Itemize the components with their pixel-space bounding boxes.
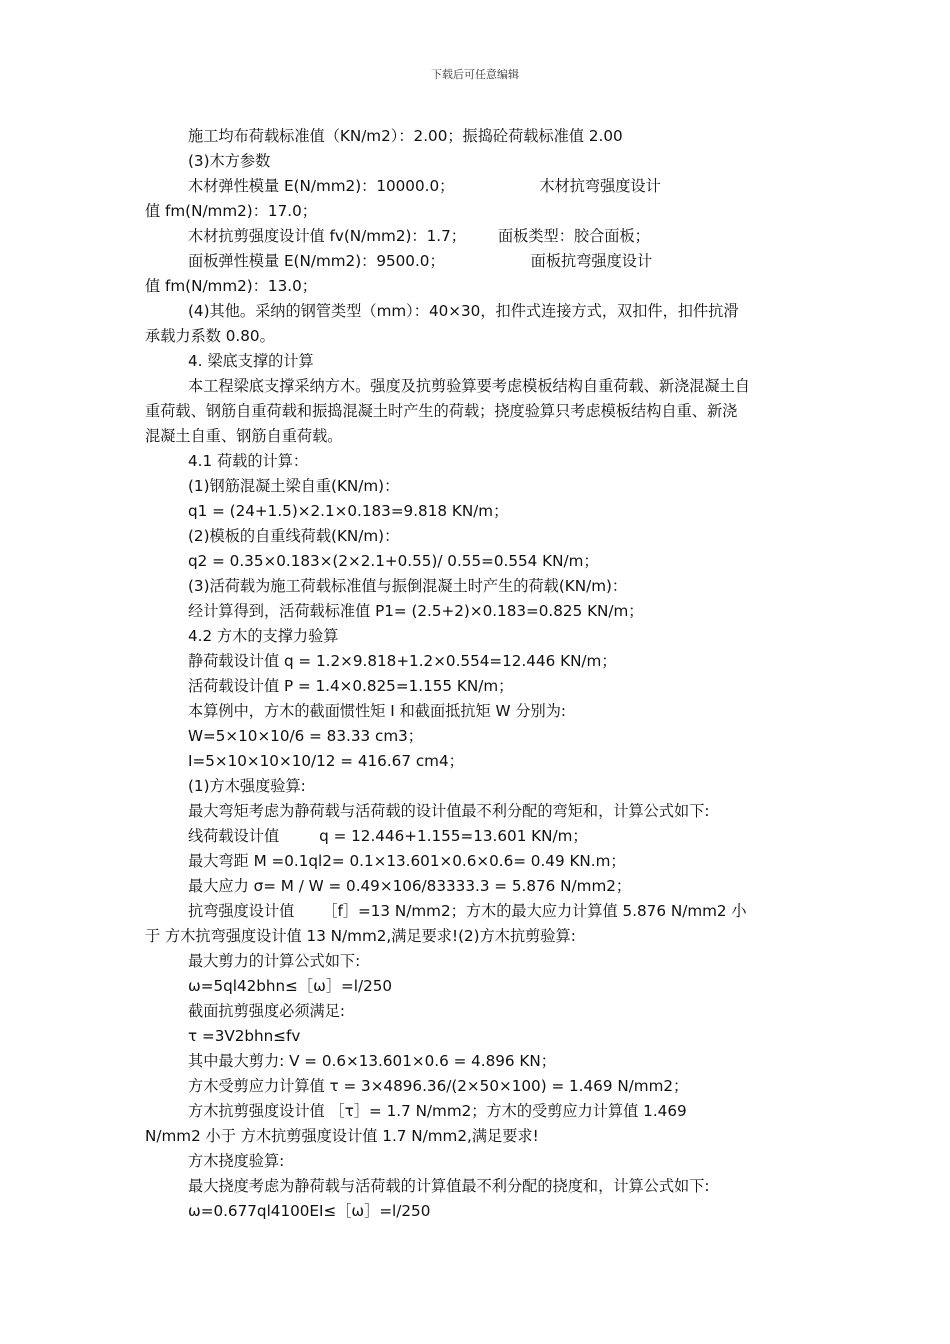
text-segment: (4)其他。采纳的钢管类型（mm）：40×30，扣件式连接方式，双扣件，扣件抗滑 [188,302,739,320]
text-line [145,424,810,449]
text-line [145,1099,810,1124]
text-segment: N/mm2 小于 方木抗剪强度设计值 1.7 N/mm2,满足要求! [145,1127,539,1145]
text-segment: 最大应力 σ= M / W = 0.49×106/83333.3 = 5.876 N/mm2； [188,877,632,895]
text-line [145,574,810,599]
text-line [145,724,810,749]
text-segment: 木材抗弯强度设计 [539,177,661,195]
text-segment: 木材抗剪强度设计值 fv(N/mm2)：1.7； [188,227,466,245]
text-line [145,924,810,949]
text-line [145,774,810,799]
text-segment: 经计算得到，活荷载标准值 P1= (2.5+2)×0.183=0.825 KN/m； [188,602,644,620]
text-segment: 抗弯强度设计值 [188,902,295,920]
text-segment: 面板抗弯强度设计 [530,252,653,270]
text-segment: 本算例中，方木的截面惯性矩 I 和截面抵抗矩 W 分别为: [188,702,567,720]
text-line [145,299,810,324]
text-segment: 截面抗剪强度必须满足: [188,1002,345,1020]
text-segment: 承载力系数 0.80。 [145,327,275,345]
text-segment: 最大剪力的计算公式如下: [188,952,361,970]
text-line [145,974,810,999]
text-line [145,399,810,424]
text-segment: (2)模板的自重线荷载(KN/m)： [188,527,400,545]
text-line [145,549,810,574]
text-line [145,624,810,649]
text-line [145,1049,810,1074]
text-segment: 重荷载、钢筋自重荷载和振捣混凝土时产生的荷载；挠度验算只考虑模板结构自重、新浇 [145,402,738,420]
text-line [145,249,810,274]
text-segment: 线荷载设计值 [188,827,280,845]
text-line [145,449,810,474]
text-segment: (1)方木强度验算: [188,777,306,795]
text-line [145,899,810,924]
text-line [145,1149,810,1174]
text-segment: ω=5ql42bhn≤［ω］=l/250 [188,977,393,995]
text-line [145,499,810,524]
text-line [145,749,810,774]
text-line [145,824,810,849]
text-segment: 最大弯距 M =0.1ql2= 0.1×13.601×0.6×0.6= 0.49 KN.m； [188,852,626,870]
text-segment: ω=0.677ql4100EI≤［ω］=l/250 [188,1202,431,1220]
text-line [145,674,810,699]
text-segment: q = 12.446+1.155=13.601 KN/m； [319,827,588,845]
text-segment: 最大弯矩考虑为静荷载与活荷载的设计值最不利分配的弯矩和，计算公式如下: [188,802,710,820]
text-segment: 值 fm(N/mm2)：13.0； [145,277,317,295]
text-segment: (3)木方参数 [188,152,271,170]
text-segment: 于 方木抗弯强度设计值 13 N/mm2,满足要求!(2)方木抗剪验算: [145,927,576,945]
text-segment: 方木抗剪强度设计值 ［τ］= 1.7 N/mm2；方木的受剪应力计算值 1.469 [188,1102,687,1120]
text-segment: 静荷载设计值 q = 1.2×9.818+1.2×0.554=12.446 KN/m； [188,652,617,670]
text-line [145,949,810,974]
text-segment: (3)活荷载为施工荷载标准值与振倒混凝土时产生的荷载(KN/m)： [188,577,628,595]
text-line [145,124,810,149]
text-line [145,324,810,349]
text-line [145,1024,810,1049]
text-line [145,174,810,199]
text-line [145,799,810,824]
text-segment: 木材弹性模量 E(N/mm2)：10000.0； [188,177,455,195]
text-segment: I=5×10×10×10/12 = 416.67 cm4； [188,752,464,770]
text-segment: 其中最大剪力: V = 0.6×13.601×0.6 = 4.896 KN； [188,1052,556,1070]
text-segment: 施工均布荷载标准值（KN/m2）：2.00；振捣砼荷载标准值 2.00 [188,127,623,145]
text-line [145,224,810,249]
text-line [145,849,810,874]
document-body [145,124,810,1224]
text-line [145,999,810,1024]
text-line [145,349,810,374]
text-segment: 面板弹性模量 E(N/mm2)：9500.0； [188,252,445,270]
text-segment: 方木挠度验算: [188,1152,285,1170]
text-line [145,599,810,624]
text-line [145,649,810,674]
text-line [145,1199,810,1224]
text-segment: 最大挠度考虑为静荷载与活荷载的计算值最不利分配的挠度和，计算公式如下: [188,1177,710,1195]
page-header: 下载后可任意编辑 [431,68,519,81]
text-line [145,874,810,899]
text-line [145,199,810,224]
text-segment: 混凝土自重、钢筋自重荷载。 [145,427,343,445]
text-segment: 活荷载设计值 P = 1.4×0.825=1.155 KN/m； [188,677,514,695]
text-segment: (1)钢筋混凝土梁自重(KN/m)： [188,477,400,495]
text-segment: 本工程梁底支撑采纳方木。强度及抗剪验算要考虑模板结构自重荷载、新浇混凝土自 [188,377,750,395]
text-segment: W=5×10×10/6 = 83.33 cm3； [188,727,423,745]
text-line [145,274,810,299]
text-segment: 值 fm(N/mm2)：17.0； [145,202,317,220]
text-segment: q1 = (24+1.5)×2.1×0.183=9.818 KN/m； [188,502,509,520]
text-segment: 面板类型：胶合面板； [497,227,650,245]
text-line [145,474,810,499]
text-line [145,1174,810,1199]
text-line [145,524,810,549]
text-segment: ［f］=13 N/mm2；方木的最大应力计算值 5.876 N/mm2 小 [322,902,747,920]
text-segment: 4.1 荷载的计算： [188,452,309,470]
text-line [145,1124,810,1149]
text-segment: 方木受剪应力计算值 τ = 3×4896.36/(2×50×100) = 1.469 N/mm2； [188,1077,689,1095]
text-line [145,699,810,724]
text-segment: 4.2 方木的支撑力验算 [188,627,339,645]
text-segment: τ =3V2bhn≤fv [188,1027,301,1045]
text-line [145,149,810,174]
text-segment: q2 = 0.35×0.183×(2×2.1+0.55)/ 0.55=0.554 KN/m； [188,552,599,570]
text-line [145,374,810,399]
text-segment: 4. 梁底支撑的计算 [188,352,314,370]
text-line [145,1074,810,1099]
